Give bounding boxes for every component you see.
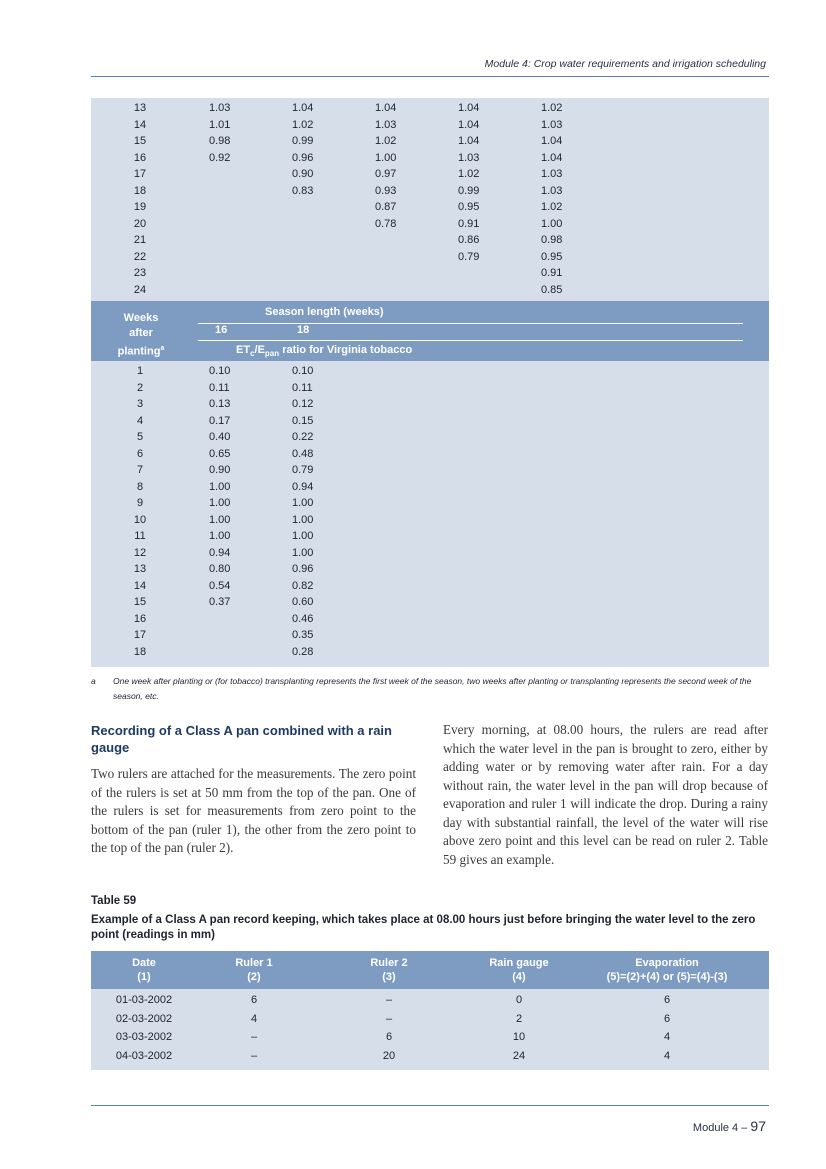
week-cell: 5 — [136, 431, 144, 443]
week-cell: 11 — [134, 530, 146, 542]
ratio-cell: 0.40 — [209, 431, 231, 443]
ratio-cell: 1.02 — [458, 168, 480, 180]
ratio-cell: 0.17 — [209, 414, 231, 427]
week-cell: 13 — [133, 563, 147, 575]
table-row — [91, 380, 769, 397]
header-line: Rain gauge — [489, 957, 549, 969]
date-cell: 01-03-2002 — [115, 994, 173, 1006]
header-evaporation — [587, 956, 747, 984]
ratio-cell: 0.90 — [209, 464, 231, 476]
ratio-cell: 0.79 — [292, 464, 314, 476]
ratio-cell: 0.12 — [292, 398, 314, 410]
header-line: Evaporation — [635, 957, 699, 969]
header-line: (2) — [247, 971, 261, 983]
after-label: after — [129, 327, 153, 339]
ratio-cell: 1.02 — [375, 135, 397, 147]
week-cell: 23 — [133, 267, 147, 279]
table-row — [91, 512, 769, 529]
week-cell: 22 — [133, 250, 147, 263]
weeks-after-planting-header — [101, 311, 181, 360]
planting-label — [101, 341, 181, 360]
ratio-cell: 1.04 — [541, 135, 563, 147]
rain-gauge-cell: 2 — [515, 1012, 523, 1025]
week-cell: 24 — [133, 283, 147, 296]
ratio-cell: 0.96 — [292, 563, 314, 575]
paragraph-right: Every morning, at 08.00 hours, the rulers are read after which the water level in the pan is brought to zero, either by adding water or by removing water after rain. For a day without rain, the water level in the pan will drop because of evaporation and ruler 1 will indicate the drop. During a rainy day with substantial rainfall, the level of the water will rise above zero point and this level can be read on ruler 2. Table 59 gives an example. — [443, 722, 768, 867]
table-row — [91, 578, 769, 595]
header-ruler-1 — [189, 956, 319, 984]
ratio-cell: 1.00 — [375, 151, 397, 164]
table-59-header — [91, 951, 769, 989]
ratio-cell: 0.28 — [292, 645, 314, 658]
crop-ratio-table-continued — [91, 98, 769, 301]
table-row — [91, 594, 769, 611]
ratio-cell: 0.79 — [458, 250, 480, 263]
ratio-cell: 0.94 — [292, 480, 314, 493]
ratio-cell: 0.95 — [541, 250, 563, 263]
table-59-caption: Example of a Class A pan record keeping, which takes place at 08.00 hours just before bringing the water level to the zero point (readings in mm) — [91, 914, 756, 941]
col-18-header: 18 — [297, 324, 310, 336]
header-line: Ruler 2 — [370, 957, 408, 969]
table-rows — [91, 361, 769, 660]
table-row — [91, 462, 769, 479]
ratio-cell: 1.03 — [541, 168, 563, 180]
section-heading: Recording of a Class A pan combined with a rain gauge — [91, 723, 392, 755]
header-ruler-2 — [324, 956, 454, 984]
week-cell: 7 — [136, 464, 144, 476]
week-cell: 15 — [133, 596, 147, 608]
ratio-cell: 0.91 — [541, 267, 563, 279]
ratio-cell: 1.01 — [209, 118, 231, 131]
table-row — [91, 232, 769, 249]
table-row — [91, 545, 769, 562]
ratio-cell: 0.85 — [541, 283, 563, 296]
table-row — [91, 166, 769, 183]
date-cell: 02-03-2002 — [115, 1012, 173, 1025]
header-line: (3) — [382, 971, 396, 983]
ratio-cell: 0.97 — [375, 168, 397, 180]
evaporation-cell: 4 — [663, 1031, 671, 1043]
ratio-cell: 0.87 — [375, 201, 397, 213]
ratio-cell: 0.95 — [458, 201, 480, 213]
ratio-cell: 0.35 — [292, 629, 314, 641]
ratio-sub-pan: pan — [264, 349, 280, 359]
ratio-cell: 0.54 — [209, 579, 231, 592]
ratio-cell: 0.86 — [458, 234, 480, 246]
ruler-1-cell: – — [250, 1031, 258, 1043]
ratio-et: ET — [236, 344, 251, 356]
ratio-cell: 0.10 — [292, 365, 314, 377]
ratio-header — [236, 344, 412, 358]
week-cell: 16 — [133, 612, 147, 625]
table-59-label: Table 59 — [91, 895, 137, 907]
ratio-sub-c: c — [250, 349, 255, 359]
ruler-2-cell: 20 — [382, 1049, 396, 1062]
ratio-cell: 1.02 — [292, 118, 314, 131]
table-row — [91, 265, 769, 282]
ratio-cell: 1.03 — [375, 118, 397, 131]
ratio-cell: 1.02 — [541, 201, 563, 213]
table-row — [91, 282, 769, 299]
week-cell: 20 — [133, 217, 147, 230]
table-row — [91, 133, 769, 150]
ratio-cell: 0.92 — [209, 151, 231, 164]
week-cell: 17 — [133, 629, 147, 641]
col-16-header: 16 — [215, 324, 228, 336]
header-line: Ruler 1 — [235, 957, 273, 969]
ratio-cell: 0.65 — [209, 447, 231, 460]
ruler-2-cell: – — [385, 1012, 393, 1025]
ratio-cell: 0.99 — [292, 135, 314, 147]
ratio-cell: 1.00 — [209, 530, 231, 542]
ratio-cell: 0.80 — [209, 563, 231, 575]
table-row — [91, 627, 769, 644]
evaporation-cell: 4 — [663, 1049, 671, 1062]
table-row — [91, 413, 769, 430]
weeks-label: Weeks — [123, 312, 159, 324]
footnote-mark: a — [91, 676, 96, 686]
week-cell: 12 — [133, 546, 147, 559]
week-cell: 19 — [133, 201, 147, 213]
rain-gauge-cell: 24 — [512, 1049, 526, 1062]
planting-text: planting — [117, 345, 161, 358]
footnote-ref: a — [160, 345, 165, 352]
ruler-2-cell: 6 — [385, 1031, 393, 1043]
header-rule — [198, 340, 743, 341]
rain-gauge-cell: 10 — [512, 1031, 526, 1043]
table-row — [91, 644, 769, 661]
table-rows — [91, 98, 769, 298]
date-cell: 03-03-2002 — [115, 1031, 173, 1043]
ruler-1-cell: 6 — [250, 994, 258, 1006]
ratio-cell: 0.15 — [292, 414, 314, 427]
header-line: (4) — [512, 971, 526, 983]
ratio-cell: 0.99 — [458, 184, 480, 197]
evaporation-cell: 6 — [663, 994, 671, 1006]
week-cell: 2 — [136, 381, 144, 394]
ratio-cell: 0.13 — [209, 398, 231, 410]
ratio-cell: 0.46 — [292, 612, 314, 625]
ratio-cell: 1.04 — [541, 151, 563, 164]
page-footer — [693, 1118, 766, 1134]
ratio-cell: 0.91 — [458, 217, 480, 230]
tobacco-table-header — [91, 301, 769, 361]
header-line: Date — [132, 957, 156, 969]
week-cell: 3 — [136, 398, 144, 410]
ratio-cell: 0.60 — [292, 596, 314, 608]
ruler-1-cell: – — [250, 1049, 258, 1062]
ratio-cell: 0.94 — [209, 546, 231, 559]
ratio-cell: 0.83 — [292, 184, 314, 197]
table-row — [91, 528, 769, 545]
ratio-cell: 0.11 — [292, 381, 313, 394]
tobacco-table-body — [91, 361, 769, 667]
table-row — [91, 100, 769, 117]
week-cell: 8 — [136, 480, 144, 493]
week-cell: 6 — [136, 447, 144, 460]
ratio-cell: 0.98 — [541, 234, 563, 246]
table-row — [91, 363, 769, 380]
table-row — [91, 117, 769, 134]
ratio-cell: 1.00 — [292, 497, 314, 509]
header-rule — [198, 323, 743, 324]
week-cell: 9 — [136, 497, 144, 509]
ratio-cell: 0.82 — [292, 579, 314, 592]
ratio-cell: 1.04 — [292, 102, 314, 114]
ratio-cell: 0.98 — [209, 135, 231, 147]
table-row — [91, 1047, 769, 1065]
week-cell: 15 — [133, 135, 147, 147]
week-cell: 21 — [133, 234, 147, 246]
ratio-cell: 1.03 — [209, 102, 231, 114]
table-row — [91, 183, 769, 200]
ratio-cell: 0.10 — [209, 365, 231, 377]
ratio-cell: 1.03 — [541, 184, 563, 197]
table-row — [91, 429, 769, 446]
footer-module-label: Module 4 – — [692, 1122, 748, 1134]
ratio-label: ratio for Virginia tobacco — [279, 344, 413, 356]
ratio-cell: 1.00 — [541, 217, 563, 230]
table-row — [91, 150, 769, 167]
season-length-header: Season length (weeks) — [265, 306, 384, 318]
ratio-cell: 1.04 — [458, 118, 480, 131]
ratio-cell: 0.96 — [292, 151, 314, 164]
week-cell: 1 — [136, 365, 144, 377]
running-header: Module 4: Crop water requirements and irrigation scheduling — [484, 58, 766, 70]
footnote — [91, 674, 769, 704]
week-cell: 14 — [133, 118, 147, 131]
table-59-body — [91, 989, 769, 1070]
week-cell: 4 — [136, 414, 144, 427]
table-row — [91, 479, 769, 496]
rain-gauge-cell: 0 — [515, 994, 523, 1006]
table-row — [91, 199, 769, 216]
paragraph-left: Two rulers are attached for the measurements. The zero point of the rulers is set at 50 mm from the top of the pan. One of the rulers is set for measurements from zero point to the bottom of the pan (ruler 1), the other from the zero point to the top of the pan (ruler 2). — [91, 766, 416, 855]
ratio-cell: 1.00 — [292, 530, 314, 542]
date-cell: 04-03-2002 — [115, 1049, 173, 1062]
ratio-cell: 0.11 — [209, 381, 230, 394]
ratio-cell: 0.22 — [292, 431, 314, 443]
header-line: (1) — [137, 971, 151, 983]
week-cell: 13 — [133, 102, 147, 114]
ratio-cell: 1.00 — [209, 497, 231, 509]
ratio-e: /E — [254, 344, 265, 356]
table-row — [91, 611, 769, 628]
footer-divider — [91, 1105, 769, 1106]
footnote-text: One week after planting or (for tobacco) transplanting represents the first week of the season, two weeks after planting or transplanting represents the second week of the season, etc. — [113, 676, 752, 701]
ratio-cell: 1.04 — [458, 135, 480, 147]
week-cell: 18 — [133, 645, 147, 658]
header-divider — [91, 76, 769, 77]
table-row — [91, 396, 769, 413]
table-row — [91, 249, 769, 266]
ratio-cell: 1.04 — [458, 102, 480, 114]
ratio-cell: 0.93 — [375, 184, 397, 197]
ratio-cell: 1.00 — [209, 513, 231, 526]
header-rain-gauge — [454, 956, 584, 984]
week-cell: 14 — [133, 579, 147, 592]
table-row — [91, 216, 769, 233]
week-cell: 10 — [133, 513, 147, 526]
ratio-cell: 1.00 — [292, 546, 314, 559]
header-line: (5)=(2)+(4) or (5)=(4)-(3) — [606, 971, 728, 983]
ratio-cell: 1.00 — [292, 513, 314, 526]
ratio-cell: 0.37 — [209, 596, 231, 608]
ratio-cell: 0.78 — [375, 217, 397, 230]
table-row — [91, 446, 769, 463]
ratio-cell: 0.90 — [292, 168, 314, 180]
ratio-cell: 1.02 — [541, 102, 563, 114]
week-cell: 17 — [133, 168, 147, 180]
ratio-cell: 1.03 — [541, 118, 563, 131]
ruler-1-cell: 4 — [250, 1012, 258, 1025]
week-cell: 16 — [133, 151, 147, 164]
table-row — [91, 495, 769, 512]
ratio-cell: 1.03 — [458, 151, 480, 164]
evaporation-cell: 6 — [663, 1012, 671, 1025]
page-number: 97 — [750, 1118, 766, 1134]
ruler-2-cell: – — [385, 994, 393, 1006]
ratio-cell: 0.48 — [292, 447, 314, 460]
table-row — [91, 1010, 769, 1028]
ratio-cell: 1.00 — [209, 480, 231, 493]
table-row — [91, 1028, 769, 1046]
table-row — [91, 991, 769, 1009]
ratio-cell: 1.04 — [375, 102, 397, 114]
week-cell: 18 — [133, 184, 147, 197]
table-row — [91, 561, 769, 578]
